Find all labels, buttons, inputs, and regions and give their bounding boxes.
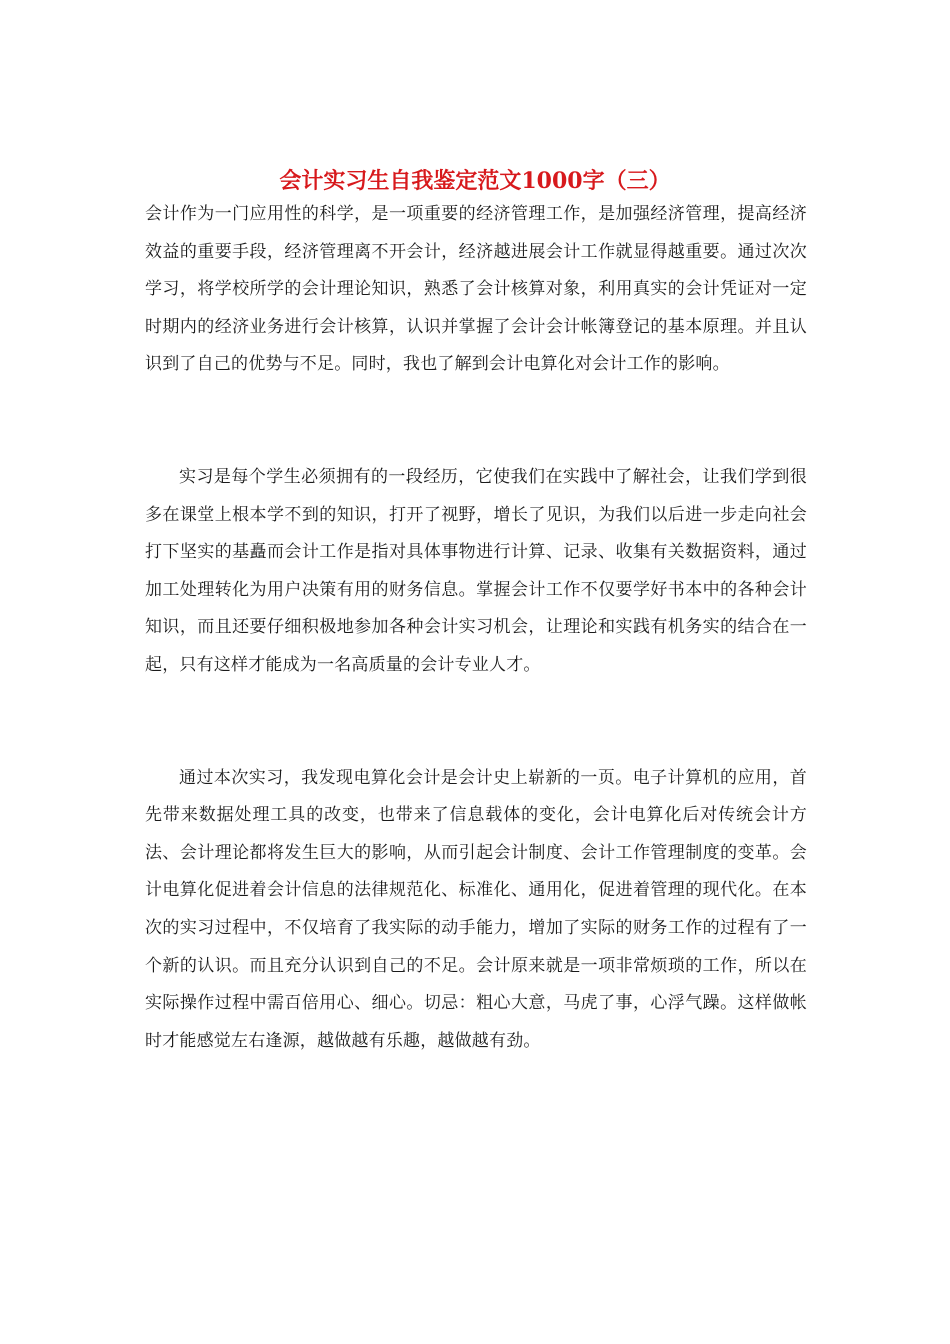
document-title: 会计实习生自我鉴定范文1000字（三）	[279, 167, 671, 194]
paragraph-3: 通过本次实习，我发现电算化会计是会计史上崭新的一页。电子计算机的应用，首先带来数据处理工具的改变，也带来了信息载体的变化，会计电算化后对传统会计方法、会计理论都将发生巨大的影响，从而引起会计制度、会计工作管理制度的变革。会计电算化促进着会计信息的法律规范化、标准化、通用化，促进着管理的现代化。在本次的实习过程中，不仅培育了我实际的动手能力，增加了实际的财务工作的过程有了一个新的认识。而且充分认识到自己的不足。会计原来就是一项非常烦琐的工作，所以在实际操作过程中需百倍用心、细心。切忌：粗心大意，马虎了事，心浮气躁。这样做帐时才能感觉左右逢源，越做越有乐趣，越做越有劲。	[145, 767, 807, 1051]
paragraph-1: 会计作为一门应用性的科学，是一项重要的经济管理工作，是加强经济管理，提高经济效益的重要手段，经济管理离不开会计，经济越进展会计工作就显得越重要。通过次次学习，将学校所学的会计理论知识，熟悉了会计核算对象，利用真实的会计凭证对一定时期内的经济业务进行会计核算，认识并掌握了会计会计帐簿登记的基本原理。并且认识到了自己的优势与不足。同时，我也了解到会计电算化对会计工作的影响。	[145, 204, 807, 375]
paragraph-2: 实习是每个学生必须拥有的一段经历，它使我们在实践中了解社会，让我们学到很多在课堂上根本学不到的知识，打开了视野，增长了见识，为我们以后进一步走向社会打下坚实的基矗而会计工作是指对具体事物进行计算、记录、收集有关数据资料，通过加工处理转化为用户决策有用的财务信息。掌握会计工作不仅要学好书本中的各种会计知识，而且还要仔细积极地参加各种会计实习机会，让理论和实践有机务实的结合在一起，只有这样才能成为一名高质量的会计专业人才。	[145, 466, 807, 675]
document-body	[145, 196, 807, 1060]
